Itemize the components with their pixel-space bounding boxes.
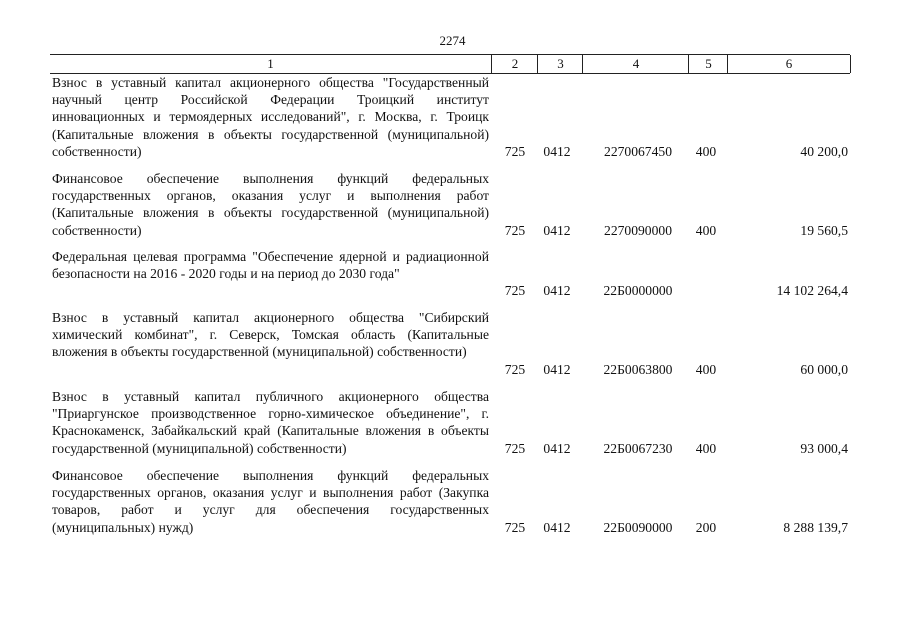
row-col-3: 0412 <box>543 283 571 299</box>
row-description: Взнос в уставный капитал акционерного общества "Сибирский химический комбинат", г. Северск, Томская область (Капитальные вложения в объекты государственной (муниципальной) собственности) <box>52 310 489 360</box>
row-col-5: 400 <box>695 361 717 377</box>
row-col-2: 725 <box>504 361 526 377</box>
row-col-4: 22Б0000000 <box>603 283 673 299</box>
row-col-2: 725 <box>504 440 526 456</box>
header-col-4: 4 <box>582 55 689 73</box>
header-col-6: 6 <box>727 55 851 73</box>
page-number: 2274 <box>439 33 466 48</box>
row-description: Взнос в уставный капитал публичного акционерного общества "Приаргунское производственное горно-химическое объединение", г. Краснокаменск, Забайкальский край (Капитальные вложения в объекты государственной (муниципальной) собственности) <box>52 389 489 456</box>
header-col-2: 2 <box>491 55 538 73</box>
budget-table <box>50 54 850 536</box>
row-col-6: 60 000,0 <box>800 361 848 377</box>
row-col-2: 725 <box>504 283 526 299</box>
row-col-2: 725 <box>504 519 526 535</box>
table-row <box>50 170 850 239</box>
row-col-3: 0412 <box>543 440 571 456</box>
row-col-6: 19 560,5 <box>800 222 848 238</box>
header-col-3: 3 <box>537 55 583 73</box>
row-col-5: 400 <box>695 143 717 159</box>
row-col-4: 2270090000 <box>604 222 672 238</box>
row-col-4: 22Б0063800 <box>603 361 673 377</box>
row-col-5: 200 <box>695 519 717 535</box>
row-description: Федеральная целевая программа "Обеспечение ядерной и радиационной безопасности на 2016 - 2020 годы и на период до 2030 года" <box>52 249 489 282</box>
row-col-2: 725 <box>504 143 526 159</box>
table-row <box>50 388 850 457</box>
row-col-4: 2270067450 <box>604 143 672 159</box>
table-row <box>50 309 850 378</box>
row-description: Взнос в уставный капитал акционерного общества "Государственный научный центр Российской Федерации Троицкий институт инновационных и термоядерных исследований", г. Москва, г. Троицк (Капитальные вложения в объекты государственной (муниципальной) собственности) <box>52 75 489 159</box>
row-col-3: 0412 <box>543 222 571 238</box>
row-col-3: 0412 <box>543 519 571 535</box>
row-col-4: 22Б0090000 <box>603 519 673 535</box>
table-row <box>50 74 850 160</box>
row-col-6: 14 102 264,4 <box>776 283 848 299</box>
row-col-6: 8 288 139,7 <box>783 519 848 535</box>
table-header <box>50 54 850 74</box>
row-col-2: 725 <box>504 222 526 238</box>
header-col-1: 1 <box>267 56 274 71</box>
row-col-3: 0412 <box>543 143 571 159</box>
row-col-6: 93 000,4 <box>800 440 848 456</box>
row-col-5: 400 <box>695 440 717 456</box>
table-row <box>50 248 850 300</box>
row-description: Финансовое обеспечение выполнения функций федеральных государственных органов, оказания услуг и выполнения работ (Капитальные вложения в объекты государственной (муниципальной) собственности) <box>52 171 489 238</box>
row-col-6: 40 200,0 <box>800 143 848 159</box>
row-description: Финансовое обеспечение выполнения функций федеральных государственных органов, оказания услуг и выполнения работ (Закупка товаров, работ и услуг для обеспечения государственных (муниципальных) нужд) <box>52 468 489 535</box>
row-col-3: 0412 <box>543 361 571 377</box>
table-row <box>50 467 850 536</box>
header-col-5: 5 <box>688 55 728 73</box>
row-col-4: 22Б0067230 <box>603 440 673 456</box>
row-col-5: 400 <box>695 222 717 238</box>
